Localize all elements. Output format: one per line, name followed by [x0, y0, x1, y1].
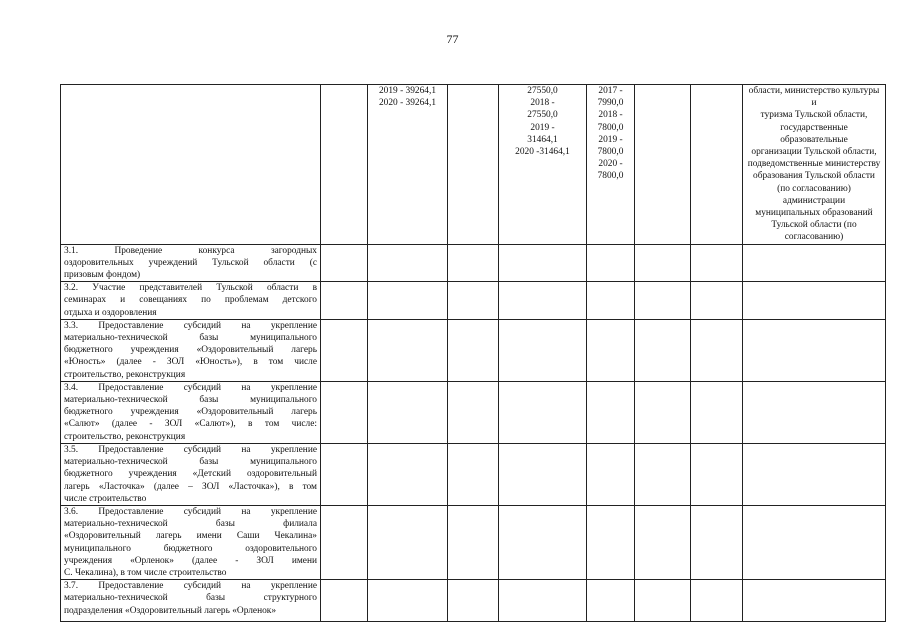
measure-text-line: строительство, реконструкция	[64, 431, 186, 442]
empty-cell	[368, 505, 448, 579]
measure-text-line: С. Чекалина), в том числе строительство	[64, 567, 227, 578]
measure-text-line: 3.2. Участие представителей Тульской области в	[64, 283, 317, 294]
empty-cell	[635, 381, 691, 443]
measure-name-cell	[61, 443, 321, 505]
empty-cell	[499, 244, 587, 282]
measure-text-line: «Оздоровительный лагерь имени Саши Чекалина»	[64, 531, 317, 542]
empty-cell	[691, 244, 743, 282]
table-body	[61, 85, 886, 622]
empty-cell	[691, 505, 743, 579]
empty-cell	[448, 319, 499, 381]
empty-cell	[368, 244, 448, 282]
empty-cell	[448, 85, 499, 245]
empty-cell	[499, 381, 587, 443]
measure-name-cell	[61, 244, 321, 282]
empty-cell	[368, 580, 448, 622]
table-row	[61, 282, 886, 320]
empty-cell	[499, 505, 587, 579]
empty-cell	[587, 443, 635, 505]
empty-cell	[499, 282, 587, 320]
empty-cell	[448, 443, 499, 505]
measure-text-line: муниципального бюджетного оздоровительного	[64, 543, 317, 554]
empty-cell	[321, 443, 368, 505]
measure-text-line: материально-технической базы структурного	[64, 593, 317, 604]
measure-name-cell	[61, 505, 321, 579]
measure-text-line: строительство, реконструкция	[64, 369, 186, 380]
table-row	[61, 443, 886, 505]
responsible-executor-cell: области, министерство культуры и туризма Тульской области, государственные образовательные организации Тульской области, подведомственные министерству образования Тульской области (по согласованию) администрации муниципальных образований Тульской области (по согласованию)	[743, 85, 886, 245]
measure-text-line: семинарах и совещаниях по проблемам детского	[64, 295, 317, 306]
table-row	[61, 319, 886, 381]
empty-cell	[635, 244, 691, 282]
empty-cell	[587, 244, 635, 282]
empty-cell	[743, 505, 886, 579]
measure-name-cell	[61, 85, 321, 245]
measure-text-line: материально-технической базы муниципального	[64, 333, 317, 344]
empty-cell	[635, 85, 691, 245]
program-measures-table	[60, 84, 886, 622]
empty-cell	[691, 319, 743, 381]
empty-cell	[691, 282, 743, 320]
empty-cell	[743, 381, 886, 443]
empty-cell	[743, 244, 886, 282]
empty-cell	[587, 505, 635, 579]
table-row	[61, 381, 886, 443]
empty-cell	[691, 443, 743, 505]
measure-text-line: подразделения «Оздоровительный лагерь «Орленок»	[64, 605, 277, 616]
empty-cell	[321, 319, 368, 381]
table-row	[61, 580, 886, 622]
measure-text-line: 3.3. Предоставление субсидий на укрепление	[64, 320, 317, 331]
empty-cell	[368, 319, 448, 381]
empty-cell	[448, 580, 499, 622]
funding-total-cell: 2019 - 39264,1 2020 - 39264,1	[368, 85, 448, 245]
page-number: 77	[446, 32, 459, 46]
empty-cell	[743, 282, 886, 320]
measure-text-line: 3.1. Проведение конкурса загородных	[64, 245, 317, 256]
empty-cell	[635, 580, 691, 622]
measure-text-line: материально-технической базы муниципального	[64, 457, 317, 468]
measure-text-line: «Салют» (далее - ЗОЛ «Салют»), в том числе:	[64, 419, 317, 430]
empty-cell	[691, 381, 743, 443]
measure-text-line: «Юность» (далее - ЗОЛ «Юность»), в том числе	[64, 357, 317, 368]
measure-name-cell	[61, 282, 321, 320]
empty-cell	[499, 319, 587, 381]
empty-cell	[635, 319, 691, 381]
empty-cell	[587, 282, 635, 320]
empty-cell	[691, 580, 743, 622]
measure-text-line: материально-технической базы муниципального	[64, 395, 317, 406]
empty-cell	[321, 580, 368, 622]
empty-cell	[587, 580, 635, 622]
empty-cell	[587, 381, 635, 443]
measure-text-line: 3.5. Предоставление субсидий на укрепление	[64, 444, 317, 455]
table-row	[61, 505, 886, 579]
measure-name-cell	[61, 319, 321, 381]
empty-cell	[368, 381, 448, 443]
measure-text-line: учреждения «Орленок» (далее - ЗОЛ имени	[64, 555, 317, 566]
measure-text-line: 3.7. Предоставление субсидий на укрепление	[64, 581, 317, 592]
empty-cell	[635, 505, 691, 579]
measure-text-line: 3.4. Предоставление субсидий на укрепление	[64, 382, 317, 393]
measure-text-line: материально-технической базы филиала	[64, 519, 317, 530]
empty-cell	[448, 244, 499, 282]
empty-cell	[368, 443, 448, 505]
measure-text-line: отдыха и оздоровления	[64, 307, 157, 318]
funding-municipal-cell: 2017 - 7990,0 2018 - 7800,0 2019 - 7800,0 2020 - 7800,0	[587, 85, 635, 245]
empty-cell	[743, 443, 886, 505]
measure-text-line: бюджетного учреждения «Оздоровительный лагерь	[64, 345, 317, 356]
measure-text-line: бюджетного учреждения «Оздоровительный лагерь	[64, 407, 317, 418]
empty-cell	[448, 381, 499, 443]
measure-text-line: числе строительство	[64, 493, 147, 504]
empty-cell	[635, 443, 691, 505]
empty-cell	[743, 319, 886, 381]
empty-cell	[321, 381, 368, 443]
empty-cell	[635, 282, 691, 320]
empty-cell	[368, 282, 448, 320]
empty-cell	[691, 85, 743, 245]
empty-cell	[321, 85, 368, 245]
measure-text-line: оздоровительных учреждений Тульской области (с	[64, 257, 317, 268]
empty-cell	[499, 443, 587, 505]
measure-name-cell	[61, 580, 321, 622]
table-row	[61, 244, 886, 282]
measure-name-cell	[61, 381, 321, 443]
measure-text-line: лагерь «Ласточка» (далее – ЗОЛ «Ласточка»), в том	[64, 481, 317, 492]
funding-regional-cell: 27550,0 2018 - 27550,0 2019 - 31464,1 2020 -31464,1	[499, 85, 587, 245]
empty-cell	[743, 580, 886, 622]
measure-text-line: бюджетного учреждения «Детский оздоровительный	[64, 469, 317, 480]
empty-cell	[587, 319, 635, 381]
empty-cell	[499, 580, 587, 622]
empty-cell	[448, 505, 499, 579]
empty-cell	[321, 282, 368, 320]
measure-text-line: призовым фондом)	[64, 270, 141, 281]
measure-text-line: 3.6. Предоставление субсидий на укрепление	[64, 506, 317, 517]
empty-cell	[321, 244, 368, 282]
table-row-continuation	[61, 85, 886, 245]
empty-cell	[448, 282, 499, 320]
empty-cell	[321, 505, 368, 579]
